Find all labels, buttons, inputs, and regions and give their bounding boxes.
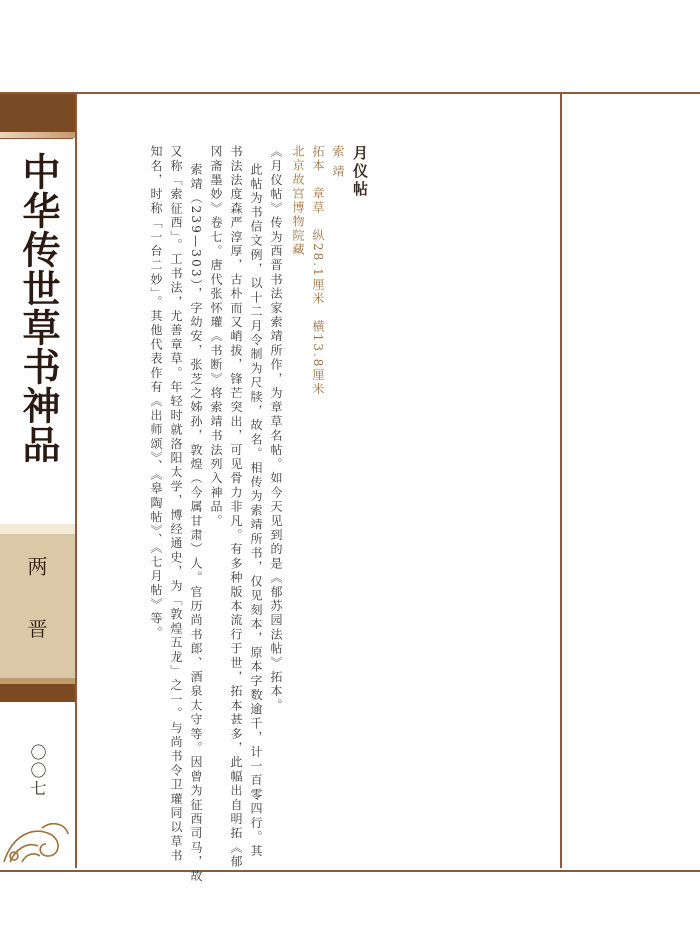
era-label: 两 晋 (24, 556, 48, 657)
body-line: 此帖为书信文例，以十二月令制为尺牍，故名。相传为索靖所书，仅见刻本，原本字数逾千，计一百零四行。其 (249, 163, 263, 859)
page-number: 〇〇七 (28, 744, 47, 798)
sidebar-top-band (0, 94, 75, 132)
work-collection: 北京故宫博物院藏 (291, 145, 305, 257)
work-title: 月仪帖 (351, 145, 369, 199)
body-line: 又称「索征西」。工书法，尤善章草。年轻时就洛阳太学，博经通史，为「敦煌五龙」之一。与尚书令卫瓘同以草书 (169, 145, 183, 864)
work-format: 拓本 章草 纵28.1厘米 横13.8厘米 (311, 145, 325, 397)
work-author: 索 靖 (331, 145, 345, 179)
book-title: 中华传世草书神品 (16, 152, 61, 464)
era-band-highlight (0, 524, 75, 534)
era-band-bottom (0, 684, 75, 702)
body-line: 书法法度森严淳厚，古朴而又峭拔，锋芒突出，可见骨力非凡。有多种版本流行于世，拓本甚多，此幅出自明拓《郁 (229, 145, 243, 870)
scroll-ornament-icon (2, 816, 72, 864)
text-block (140, 145, 385, 884)
body-line: 索靖（239—303），字幼安，张芝之姊孙，敦煌（今属甘肃）人。官历尚书郎、酒泉太守等。因曾为征西司马，故 (189, 163, 203, 884)
sidebar (0, 94, 77, 868)
page-divider (560, 94, 562, 868)
body-line: 知名，时称「一台二妙」。其他代表作有《出师颂》、《皋陶帖》、《七月帖》等。 (149, 145, 163, 641)
body-line: 《月仪帖》传为西晋书法家索靖所作，为章草名帖。如今天见到的是《郁苏园法帖》拓本。 (269, 145, 283, 713)
body-line: 冈斋墨妙》卷七。唐代张怀瓘《书断》将索靖书法列入神品。 (209, 145, 223, 529)
